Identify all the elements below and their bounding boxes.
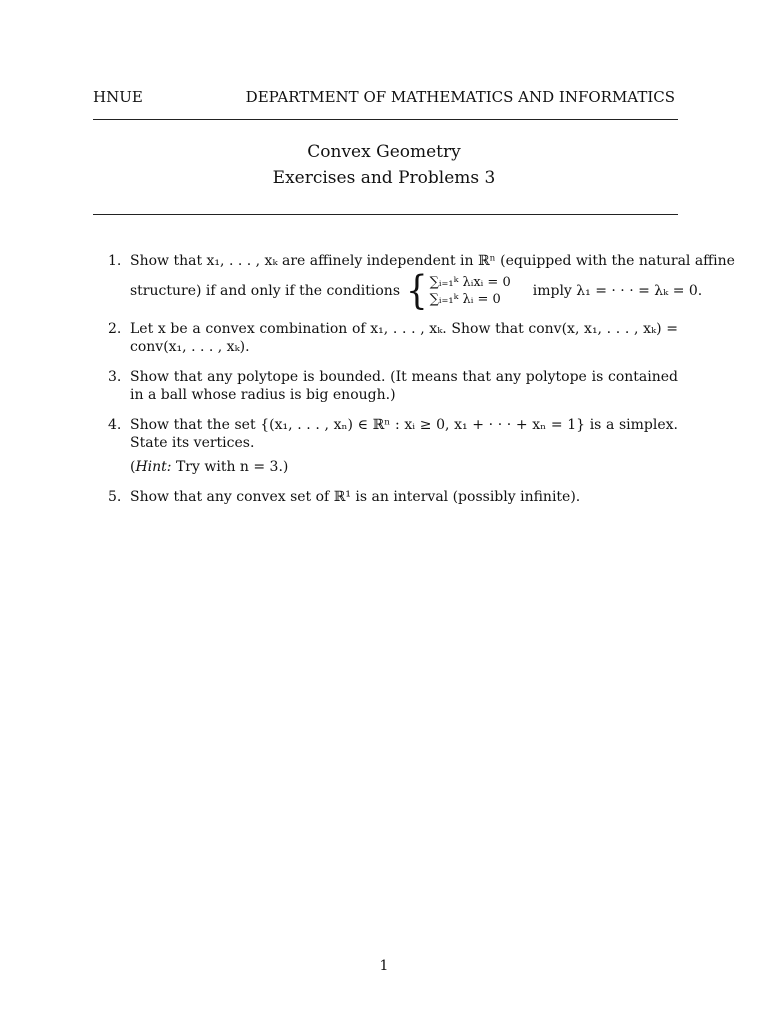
exercise-5 [108, 488, 678, 506]
exercise-text: Show that x₁, . . . , xₖ are affinely independent in ℝⁿ (equipped with the natural affine [130, 253, 735, 269]
left-brace: { [406, 268, 428, 314]
exercise-number: 4. [108, 417, 122, 433]
condition-system [430, 274, 511, 308]
header-rule [93, 119, 678, 120]
header-institution: HNUE [93, 88, 143, 106]
header-department: DEPARTMENT OF MATHEMATICS AND INFORMATICS [245, 88, 675, 106]
exercise-list [108, 252, 735, 518]
exercise-text: Show that any convex set of ℝ¹ is an interval (possibly infinite). [130, 489, 581, 505]
condition-line: ∑ᵢ₌₁ᵏ λᵢ = 0 [429, 292, 501, 307]
exercise-text: Show that the set {(x₁, . . . , xₙ) ∈ ℝⁿ : xᵢ ≥ 0, x₁ + · · · + xₙ = 1} is a simplex. State its vertices. [130, 417, 678, 451]
exercise-3 [108, 368, 678, 404]
exercise-1 [108, 252, 735, 314]
title-block [0, 139, 768, 191]
exercise-number: 1. [108, 253, 122, 269]
exercise-2 [108, 320, 678, 356]
exercise-4 [108, 416, 678, 476]
course-title: Convex Geometry [307, 142, 461, 162]
sheet-title: Exercises and Problems 3 [272, 168, 496, 188]
hint-label: Hint: [135, 459, 172, 475]
exercise-condition-row [130, 268, 735, 314]
exercise-hint: (Hint: Try with n = 3.) [130, 459, 289, 475]
exercise-text: imply λ₁ = · · · = λₖ = 0. [532, 283, 703, 299]
exercise-number: 5. [108, 489, 122, 505]
exercise-number: 3. [108, 369, 122, 385]
exercise-number: 2. [108, 321, 122, 337]
page-number: 1 [379, 958, 389, 974]
exercise-text: structure) if and only if the conditions [130, 283, 401, 299]
title-rule [93, 214, 678, 215]
exercise-text: Show that any polytope is bounded. (It means that any polytope is contained in a ball whose radius is big enough.) [130, 369, 678, 403]
condition-line: ∑ᵢ₌₁ᵏ λᵢxᵢ = 0 [429, 275, 511, 290]
exercise-text: Let x be a convex combination of x₁, . . . , xₖ. Show that conv(x, x₁, . . . , xₖ) = conv(x₁, . . . , xₖ). [130, 321, 678, 355]
hint-text: Try with n = 3. [175, 459, 283, 475]
